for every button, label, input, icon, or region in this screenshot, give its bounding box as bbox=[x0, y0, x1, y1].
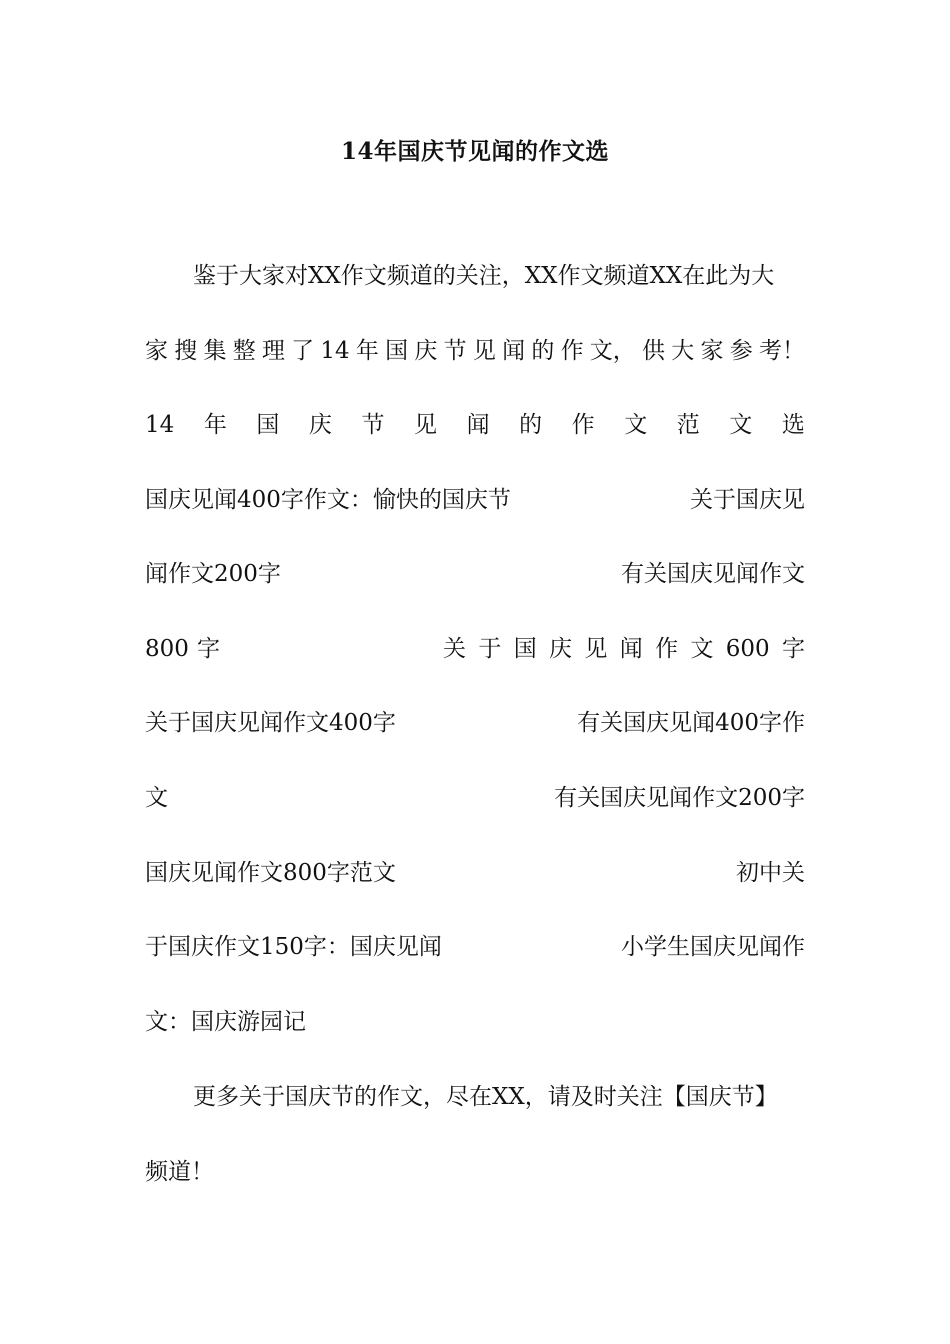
intro-char: 年 bbox=[355, 338, 379, 364]
intro-char: 参 bbox=[729, 338, 753, 364]
outro-line-2: 频道！ bbox=[145, 1159, 214, 1185]
intro-char: 作 bbox=[571, 412, 595, 438]
intro-char: 大 bbox=[671, 338, 695, 364]
article-link[interactable]: 初中关 bbox=[736, 860, 805, 886]
outro-line-1: 更多关于国庆节的作文，尽在XX，请及时关注【国庆节】 bbox=[193, 1084, 778, 1110]
intro-char: 搜 bbox=[174, 338, 198, 364]
intro-char: 闻 bbox=[466, 412, 490, 438]
intro-char: 的 bbox=[531, 338, 555, 364]
intro-line-1: 鉴于大家对XX作文频道的关注，XX作文频道XX在此为大 bbox=[193, 263, 775, 289]
intro-char: 选 bbox=[781, 412, 805, 438]
article-link[interactable]: 小学生国庆见闻作 bbox=[621, 934, 805, 960]
link-row bbox=[145, 1005, 805, 1039]
link-char: 国 bbox=[513, 636, 537, 662]
intro-char: 节 bbox=[443, 338, 467, 364]
intro-char: 14 bbox=[145, 412, 175, 438]
article-link[interactable]: 国庆见闻400字作文：愉快的国庆节 bbox=[145, 487, 511, 513]
intro-char: 理 bbox=[261, 338, 285, 364]
article-link[interactable]: 于国庆作文150字：国庆见闻 bbox=[145, 934, 442, 960]
link-char: 作 bbox=[655, 636, 679, 662]
article-link[interactable]: 有关国庆见闻400字作 bbox=[577, 710, 805, 736]
intro-char: 庆 bbox=[414, 338, 438, 364]
intro-char: 整 bbox=[232, 338, 256, 364]
intro-char: 国 bbox=[256, 412, 280, 438]
link-char: 文 bbox=[690, 636, 714, 662]
intro-line-3 bbox=[145, 408, 805, 442]
intro-char: 年 bbox=[203, 412, 227, 438]
intro-char: 家 bbox=[700, 338, 724, 364]
intro-char: 文 bbox=[729, 412, 753, 438]
link-row bbox=[145, 557, 805, 591]
link-row bbox=[145, 781, 805, 815]
link-char: 闻 bbox=[619, 636, 643, 662]
intro-char: 范 bbox=[676, 412, 700, 438]
link-char: 字 bbox=[197, 636, 220, 662]
intro-line-2 bbox=[145, 334, 805, 368]
link-char: 见 bbox=[584, 636, 608, 662]
article-link[interactable]: 国庆见闻作文800字范文 bbox=[145, 860, 396, 886]
document-title: 14年国庆节见闻的作文选 bbox=[340, 138, 609, 165]
article-link[interactable]: 关于国庆见闻作文400字 bbox=[145, 710, 396, 736]
intro-char: 考！ bbox=[758, 338, 805, 364]
intro-char: 国 bbox=[385, 338, 409, 364]
intro-char: 见 bbox=[414, 412, 438, 438]
link-char: 关 bbox=[443, 636, 466, 662]
intro-char: 了 bbox=[291, 338, 315, 364]
link-char: 字 bbox=[782, 636, 805, 662]
link-char: 于 bbox=[478, 636, 502, 662]
link-row bbox=[145, 632, 805, 666]
link-row bbox=[145, 930, 805, 964]
intro-char: 集 bbox=[203, 338, 227, 364]
intro-char: 文 bbox=[624, 412, 648, 438]
article-link[interactable]: 关于国庆见 bbox=[690, 487, 805, 513]
intro-char: 见 bbox=[472, 338, 496, 364]
intro-char: 供 bbox=[642, 338, 666, 364]
link-char: 600 bbox=[725, 636, 770, 662]
intro-char: 文， bbox=[589, 338, 636, 364]
link-row bbox=[145, 706, 805, 740]
intro-char: 庆 bbox=[308, 412, 332, 438]
article-link[interactable]: 闻作文200字 bbox=[145, 561, 281, 587]
link-row bbox=[145, 483, 805, 517]
intro-char: 节 bbox=[361, 412, 385, 438]
article-link[interactable]: 有关国庆见闻作文 bbox=[621, 561, 805, 587]
link-row bbox=[145, 856, 805, 890]
link-char: 800 bbox=[145, 636, 189, 662]
article-link[interactable]: 有关国庆见闻作文200字 bbox=[554, 785, 805, 811]
article-link[interactable] bbox=[145, 632, 220, 666]
intro-char: 家 bbox=[145, 338, 168, 364]
article-link[interactable]: 文 bbox=[145, 785, 168, 811]
link-char: 庆 bbox=[549, 636, 573, 662]
intro-char: 闻 bbox=[502, 338, 526, 364]
article-link[interactable]: 文：国庆游园记 bbox=[145, 1009, 306, 1035]
intro-char: 的 bbox=[519, 412, 543, 438]
intro-char: 14 bbox=[320, 338, 350, 364]
intro-char: 作 bbox=[560, 338, 584, 364]
article-link[interactable] bbox=[443, 632, 805, 666]
